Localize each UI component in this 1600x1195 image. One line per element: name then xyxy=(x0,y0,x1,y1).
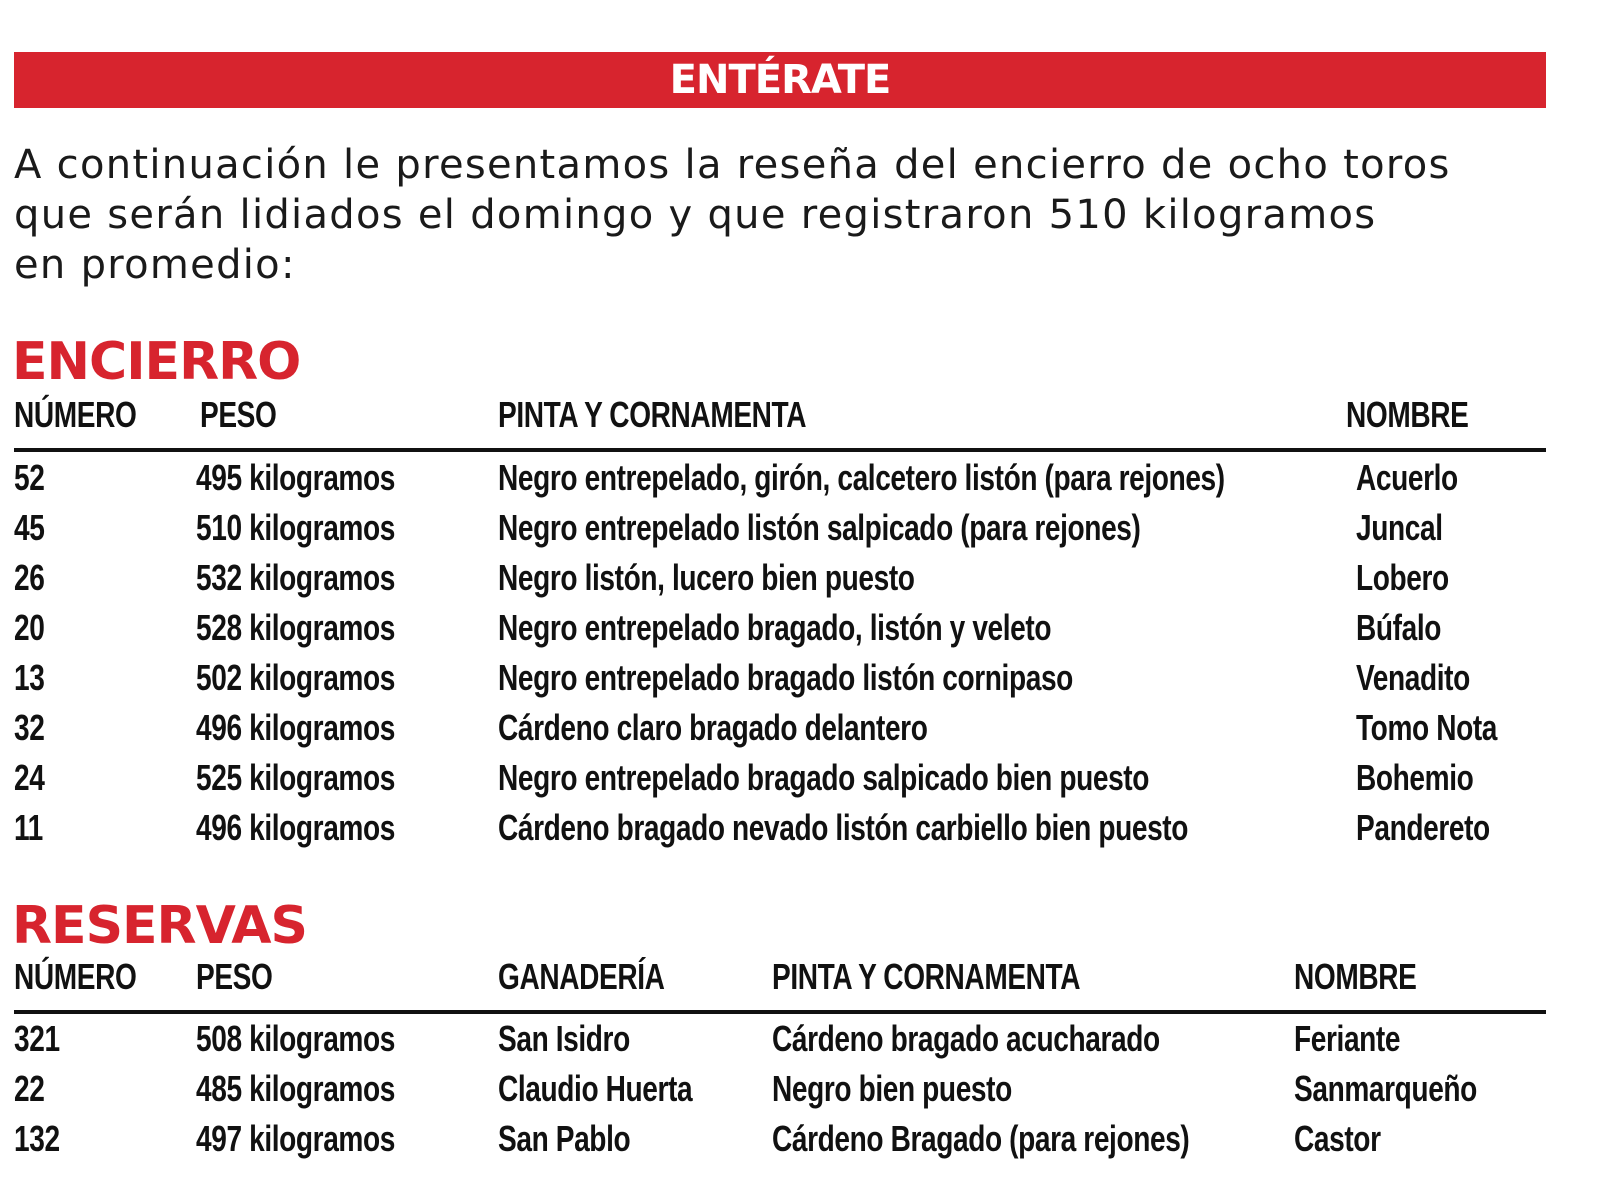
intro-line: en promedio: xyxy=(14,242,296,288)
header-nombre: NOMBRE xyxy=(1294,956,1417,997)
cell-pinta: Negro entrepelado, girón, calcetero listón (para rejones) xyxy=(498,457,1225,498)
cell-numero: 321 xyxy=(14,1018,60,1059)
cell-pinta: Cárdeno claro bragado delantero xyxy=(498,707,928,748)
encierro-header-rule xyxy=(14,448,1546,452)
header-peso: PESO xyxy=(196,956,273,997)
cell-peso: 502 kilogramos xyxy=(196,657,395,698)
cell-peso: 508 kilogramos xyxy=(196,1018,395,1059)
intro-line: que serán lidiados el domingo y que registraron 510 kilogramos xyxy=(14,192,1377,238)
cell-numero: 22 xyxy=(14,1068,45,1109)
cell-nombre: Castor xyxy=(1294,1118,1381,1159)
cell-peso: 528 kilogramos xyxy=(196,607,395,648)
cell-pinta: Negro entrepelado bragado salpicado bien puesto xyxy=(498,757,1150,798)
encierro-header-row xyxy=(0,390,1600,440)
cell-peso: 495 kilogramos xyxy=(196,457,395,498)
cell-numero: 24 xyxy=(14,757,45,798)
cell-pinta: Negro entrepelado bragado listón cornipaso xyxy=(498,657,1073,698)
encierro-row xyxy=(0,603,1600,653)
reservas-row xyxy=(0,1014,1600,1064)
cell-peso: 485 kilogramos xyxy=(196,1068,395,1109)
reservas-title: RESERVAS xyxy=(12,896,307,956)
cell-nombre: Venadito xyxy=(1356,657,1470,698)
header-ganaderia: GANADERÍA xyxy=(498,956,665,997)
intro-paragraph xyxy=(14,140,1554,290)
cell-nombre: Acuerlo xyxy=(1356,457,1458,498)
header-pinta: PINTA Y CORNAMENTA xyxy=(772,956,1081,997)
encierro-title: ENCIERRO xyxy=(12,332,301,392)
cell-nombre: Tomo Nota xyxy=(1356,707,1498,748)
cell-numero: 52 xyxy=(14,457,45,498)
reservas-header-row xyxy=(0,952,1600,1002)
reservas-row xyxy=(0,1114,1600,1164)
banner-title: ENTÉRATE xyxy=(669,57,891,103)
cell-nombre: Bohemio xyxy=(1356,757,1474,798)
cell-nombre: Sanmarqueño xyxy=(1294,1068,1477,1109)
cell-pinta: Negro bien puesto xyxy=(772,1068,1012,1109)
encierro-row xyxy=(0,503,1600,553)
cell-numero: 132 xyxy=(14,1118,60,1159)
cell-pinta: Cárdeno Bragado (para rejones) xyxy=(772,1118,1190,1159)
cell-nombre: Pandereto xyxy=(1356,807,1490,848)
encierro-row xyxy=(0,753,1600,803)
header-nombre: NOMBRE xyxy=(1346,394,1469,435)
cell-peso: 532 kilogramos xyxy=(196,557,395,598)
cell-pinta: Negro entrepelado listón salpicado (para rejones) xyxy=(498,507,1141,548)
cell-peso: 525 kilogramos xyxy=(196,757,395,798)
cell-numero: 20 xyxy=(14,607,45,648)
cell-peso: 496 kilogramos xyxy=(196,807,395,848)
cell-pinta: Cárdeno bragado acucharado xyxy=(772,1018,1160,1059)
cell-peso: 510 kilogramos xyxy=(196,507,395,548)
cell-peso: 496 kilogramos xyxy=(196,707,395,748)
cell-nombre: Juncal xyxy=(1356,507,1443,548)
cell-numero: 13 xyxy=(14,657,45,698)
cell-nombre: Lobero xyxy=(1356,557,1449,598)
reservas-row xyxy=(0,1064,1600,1114)
cell-ganaderia: Claudio Huerta xyxy=(498,1068,693,1109)
intro-line: A continuación le presentamos la reseña del encierro de ocho toros xyxy=(14,142,1451,188)
cell-numero: 45 xyxy=(14,507,45,548)
cell-nombre: Feriante xyxy=(1294,1018,1401,1059)
encierro-row xyxy=(0,803,1600,853)
cell-ganaderia: San Isidro xyxy=(498,1018,630,1059)
header-pinta: PINTA Y CORNAMENTA xyxy=(498,394,807,435)
cell-numero: 26 xyxy=(14,557,45,598)
encierro-row xyxy=(0,703,1600,753)
header-banner xyxy=(14,52,1546,108)
header-numero: NÚMERO xyxy=(14,956,137,997)
encierro-row xyxy=(0,453,1600,503)
cell-pinta: Cárdeno bragado nevado listón carbiello bien puesto xyxy=(498,807,1189,848)
cell-pinta: Negro entrepelado bragado, listón y veleto xyxy=(498,607,1052,648)
encierro-row xyxy=(0,653,1600,703)
cell-nombre: Búfalo xyxy=(1356,607,1442,648)
header-numero: NÚMERO xyxy=(14,394,137,435)
encierro-row xyxy=(0,553,1600,603)
cell-ganaderia: San Pablo xyxy=(498,1118,631,1159)
cell-pinta: Negro listón, lucero bien puesto xyxy=(498,557,915,598)
header-peso: PESO xyxy=(200,394,277,435)
cell-numero: 32 xyxy=(14,707,45,748)
cell-peso: 497 kilogramos xyxy=(196,1118,395,1159)
cell-numero: 11 xyxy=(14,807,43,848)
